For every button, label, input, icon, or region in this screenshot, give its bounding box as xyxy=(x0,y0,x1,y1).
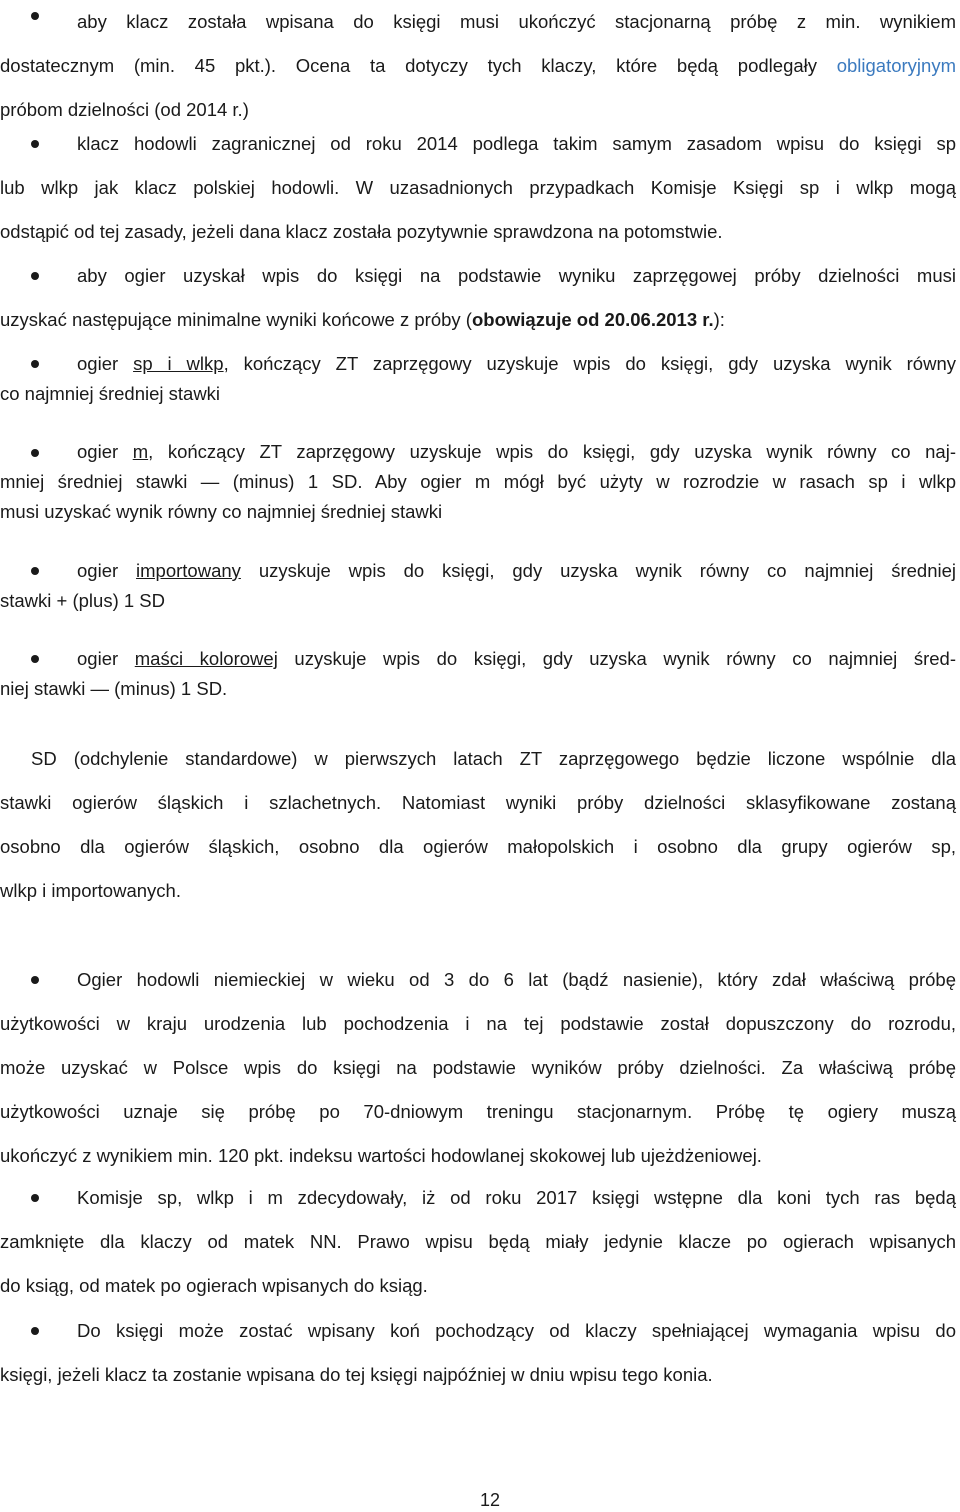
highlighted-term: obligatoryjnym xyxy=(836,55,956,76)
list-item: ogier importowany uzyskuje wpis do księgi, gdy uzyska wynik równy co najmniej średniej stawki + (plus) 1 SD xyxy=(0,560,956,611)
list-item: ogier sp i wlkp, kończący ZT zaprzęgowy uzyskuje wpis do księgi, gdy uzyska wynik równy co najmniej średniej stawki xyxy=(0,353,956,404)
list-item: Komisje sp, wlkp i m zdecydowały, iż od roku 2017 księgi wstępne dla koni tych ras będą zamknięte dla klaczy od matek NN. Prawo wpisu będą miały jedynie klacze po ogierach wpisanych do ksiąg, od matek po ogierach wpisanych do ksiąg. xyxy=(0,1187,956,1296)
list-item: klacz hodowli zagranicznej od roku 2014 podlega takim samym zasadom wpisu do księgi sp lub wlkp jak klacz polskiej hodowli. W uzasadnionych przypadkach Komisje Księgi sp i wlkp mogą odstąpić od tej zasady, jeżeli dana klacz została pozytywnie sprawdzona na potomstwie. xyxy=(0,133,956,242)
list-item: ogier maści kolorowej uzyskuje wpis do księgi, gdy uzyska wynik równy co najmniej śred- niej stawki — (minus) 1 SD. xyxy=(0,648,956,699)
list-item: aby ogier uzyskał wpis do księgi na podstawie wyniku zaprzęgowej próby dzielności musi uzyskać następujące minimalne wyniki końcowe z próby (obowiązuje od 20.06.2013 r.): xyxy=(0,265,956,330)
list-item: Ogier hodowli niemieckiej w wieku od 3 do 6 lat (bądź nasienie), który zdał właściwą próbę użytkowości w kraju urodzenia lub pochodzenia i na tej podstawie został dopuszczony do rozrodu, może uzyskać w Polsce wpis do księgi na podstawie wyników próby dzielności. Za właściwą próbę użytkowości uznaje się próbę po 70-dniowym treningu stacjonarnym. Próbę tę ogiery muszą ukończyć z wynikiem min. 120 pkt. indeksu wartości hodowlanej skokowej lub ujeżdżeniowej. xyxy=(0,969,956,1166)
paragraph: SD (odchylenie standardowe) w pierwszych latach ZT zaprzęgowego będzie liczone wspólnie dla stawki ogierów śląskich i szlachetnych. Natomiast wyniki próby dzielności sklasyfikowane zostaną osobno dla ogierów śląskich, osobno dla ogierów małopolskich i osobno dla grupy ogierów sp, wlkp i importowanych. xyxy=(0,748,956,901)
list-item: Do księgi może zostać wpisany koń pochodzący od klaczy spełniającej wymagania wpisu do księgi, jeżeli klacz ta zostanie wpisana do tej księgi najpóźniej w dniu wpisu tego konia. xyxy=(0,1320,956,1385)
page-number: 12 xyxy=(479,1490,501,1510)
list-item: ogier m, kończący ZT zaprzęgowy uzyskuje wpis do księgi, gdy uzyska wynik równy co naj- mniej średniej stawki — (minus) 1 SD. Aby ogier m mógł być użyty w rozrodzie w rasach sp i wlkp musi uzyskać wynik równy co najmniej średniej stawki xyxy=(0,441,956,522)
list-item: aby klacz została wpisana do księgi musi ukończyć stacjonarną próbę z min. wynikiem dostatecznym (min. 45 pkt.). Ocena ta dotyczy tych klaczy, które będą podlegały obligatoryjnym próbom dzielności (od 2014 r.) xyxy=(0,11,956,120)
